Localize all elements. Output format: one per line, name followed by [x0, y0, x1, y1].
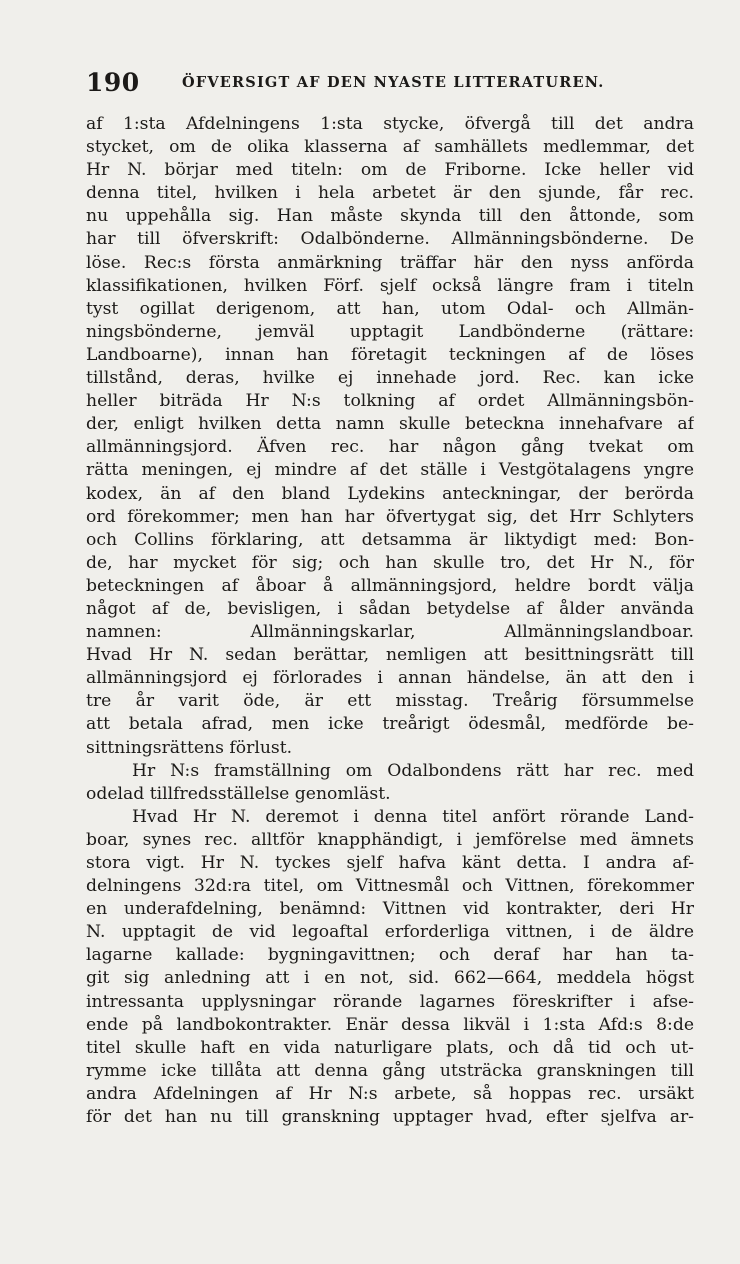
page-number: 190 [86, 68, 140, 97]
text-line: och Collins förklaring, att detsamma är liktydigt med: Bon- [86, 529, 694, 550]
text-line: att betala afrad, men icke treårigt ödesmål, medförde be- [86, 714, 694, 735]
text-line: tillstånd, deras, hvilke ej innehade jord. Rec. kan icke [86, 368, 694, 389]
text-line: har till öfverskrift: Odalbönderne. Allmänningsbönderne. De [86, 229, 694, 250]
text-line: sittningsrättens förlust. [86, 737, 293, 758]
text-line: ord förekommer; men han har öfvertygat sig, det Hrr Schlyters [86, 506, 694, 527]
text-line: de, har mycket för sig; och han skulle tro, det Hr N., för [86, 552, 694, 573]
text-line: klassifikationen, hvilken Förf. sjelf också längre fram i titeln [86, 275, 694, 296]
text-line: rymme icke tillåta att denna gång utsträcka granskningen till [86, 1060, 694, 1081]
text-line: löse. Rec:s första anmärkning träffar här den nyss anförda [86, 252, 694, 273]
text-line: allmänningsjord ej förlorades i annan händelse, än att den i [86, 668, 694, 689]
text-line: för det han nu till granskning upptager hvad, efter sjelfva ar- [86, 1107, 694, 1128]
text-line: heller biträda Hr N:s tolkning af ordet Allmänningsbön- [86, 391, 694, 412]
text-line: allmänningsjord. Äfven rec. har någon gång tvekat om [86, 437, 694, 458]
text-line: intressanta upplysningar rörande lagarnes föreskrifter i afse- [86, 991, 694, 1012]
text-line: rätta meningen, ej mindre af det ställe i Vestgötalagens yngre [86, 460, 694, 481]
text-line: denna titel, hvilken i hela arbetet är den sjunde, får rec. [86, 183, 694, 204]
text-line: ningsbönderne, jemväl upptagit Landbönderne (rättare: [86, 321, 694, 342]
text-line: ende på landbokontrakter. Enär dessa likväl i 1:sta Afd:s 8:de [86, 1014, 694, 1035]
text-line: odelad tillfredsställelse genomläst. [86, 783, 391, 804]
text-line: stycket, om de olika klasserna af samhällets medlemmar, det [86, 137, 694, 158]
text-line: stora vigt. Hr N. tyckes sjelf hafva känt detta. I andra af- [86, 853, 694, 873]
text-line: Landboarne), innan han företagit teckningen af de löses [86, 344, 694, 365]
text-line: delningens 32d:ra titel, om Vittnesmål och Vittnen, förekommer [86, 876, 694, 897]
text-line: tyst ogillat derigenom, att han, utom Odal- och Allmän- [86, 298, 694, 319]
body-text [86, 113, 694, 1129]
text-line: N. upptagit de vid legoaftal erforderliga vittnen, i de äldre [86, 922, 694, 943]
text-line: titel skulle haft en vida naturligare plats, och då tid och ut- [86, 1037, 694, 1058]
text-line: git sig anledning att i en not, sid. 662—664, meddela högst [86, 968, 694, 989]
text-line: en underafdelning, benämnd: Vittnen vid kontrakter, deri Hr [86, 899, 694, 920]
text-line: Hr N:s framställning om Odalbondens rätt har rec. med [132, 760, 694, 781]
text-line: andra Afdelningen af Hr N:s arbete, så hoppas rec. ursäkt [86, 1083, 694, 1104]
text-line: lagarne kallade: bygningavittnen; och deraf har han ta- [86, 945, 694, 966]
text-line: Hvad Hr N. sedan berättar, nemligen att besittningsrätt till [86, 645, 694, 666]
text-line: något af de, bevisligen, i sådan betydelse af ålder använda [86, 598, 694, 619]
text-line: boar, synes rec. alltför knapphändigt, i jemförelse med ämnets [86, 829, 694, 850]
text-line: nu uppehålla sig. Han måste skynda till den åttonde, som [86, 206, 694, 227]
page-header [86, 68, 706, 102]
text-line: Hr N. börjar med titeln: om de Friborne. Icke heller vid [86, 160, 694, 181]
text-line: beteckningen af åboar å allmänningsjord, heldre bordt välja [86, 575, 694, 596]
text-line: der, enligt hvilken detta namn skulle beteckna innehafvare af [86, 414, 694, 435]
text-line: Hvad Hr N. deremot i denna titel anfört rörande Land- [132, 806, 694, 827]
text-line: af 1:sta Afdelningens 1:sta stycke, öfvergå till det andra [86, 114, 694, 134]
text-line: kodex, än af den bland Lydekins anteckningar, der berörda [86, 483, 694, 504]
text-line: tre år varit öde, är ett misstag. Treårig försummelse [86, 691, 694, 712]
text-line: namnen: Allmänningskarlar, Allmänningslandboar. [86, 622, 694, 643]
running-head: ÖFVERSIGT AF DEN NYASTE LITTERATUREN. [182, 74, 605, 91]
